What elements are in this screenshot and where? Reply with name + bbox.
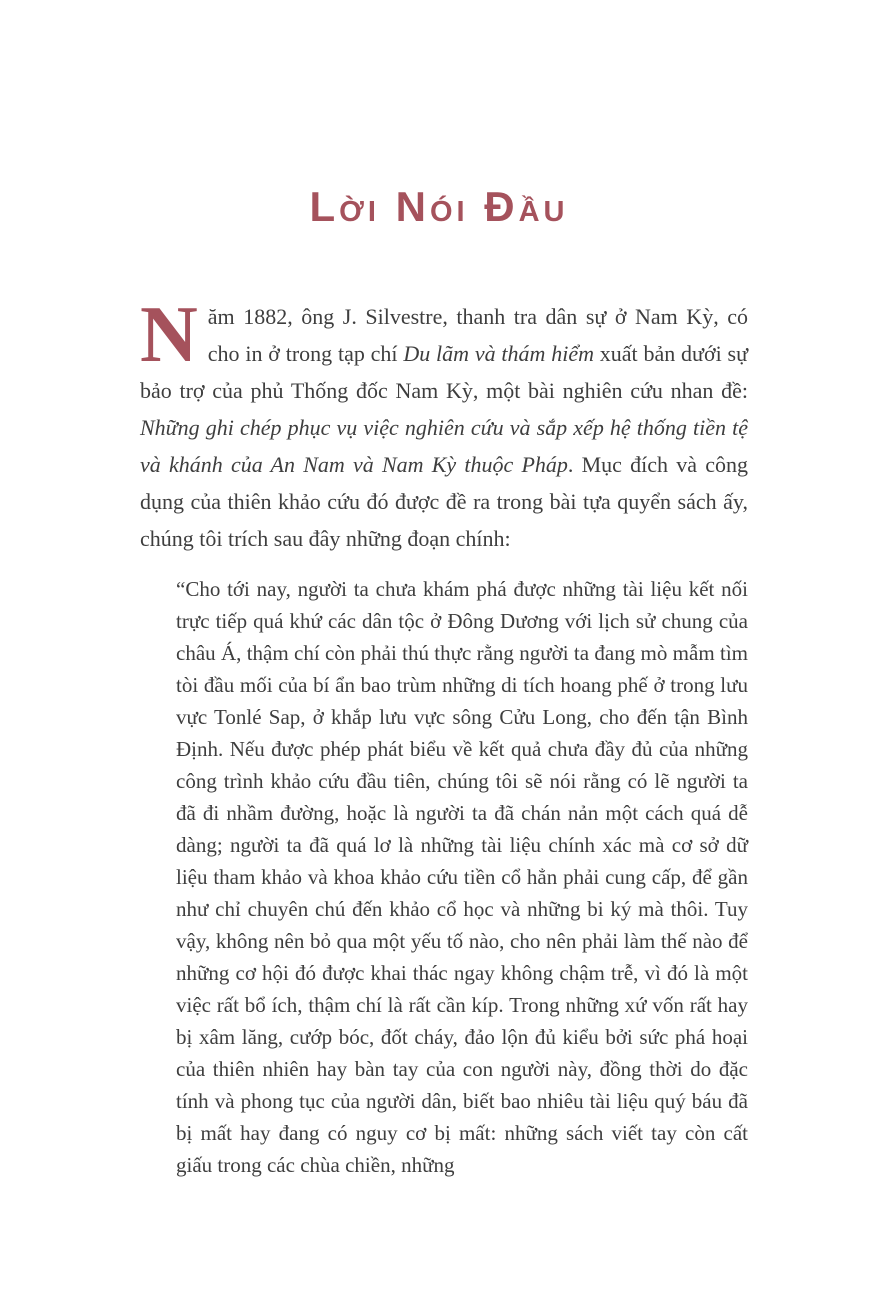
intro-text-part1: ăm 1882, ông J. Silvestre, thanh tra dân sự ở Nam Kỳ, có cho in ở trong tạp chí	[207, 304, 748, 366]
chapter-title: Lời Nói Đầu	[309, 183, 569, 230]
intro-paragraph	[140, 291, 749, 557]
article-title-italic: Những ghi chép phục vụ việc nghiên cứu và sắp xếp hệ thống tiền tệ và khánh của An Nam và Nam Kỳ thuộc Pháp	[140, 415, 748, 477]
text-column	[140, 291, 749, 1181]
drop-cap-initial: N	[140, 291, 198, 379]
journal-title-italic: Du lãm và thám hiểm	[403, 341, 594, 366]
quoted-excerpt: “Cho tới nay, người ta chưa khám phá được những tài liệu kết nối trực tiếp quá khứ các dân tộc ở Đông Dương với lịch sử chung của châu Á, thậm chí còn phải thú thực rằng người ta đang mò mẫm tìm tòi đầu mối của bí ẩn bao trùm những di tích hoang phế ở trong lưu vực Tonlé Sap, ở khắp lưu vực sông Cửu Long, cho đến tận Bình Định. Nếu được phép phát biểu về kết quả chưa đầy đủ của những công trình khảo cứu đầu tiên, chúng tôi sẽ nói rằng có lẽ người ta đã đi nhầm đường, hoặc là người ta đã chán nản một cách quá dễ dàng; người ta đã quá lơ là những tài liệu chính xác mà cơ sở dữ liệu tham khảo và khoa khảo cứu tiền cổ hẳn phải cung cấp, để gần như chỉ chuyên chú đến khảo cổ học và những bi ký mà thôi. Tuy vậy, không nên bỏ qua một yếu tố nào, cho nên phải làm thế nào để những cơ hội đó được khai thác ngay không chậm trễ, vì đó là một việc rất bổ ích, thậm chí là rất cần kíp. Trong những xứ vốn rất hay bị xâm lăng, cướp bóc, đốt cháy, đảo lộn đủ kiểu bởi sức phá hoại của thiên nhiên hay bàn tay của con người này, đồng thời do đặc tính và phong tục của người dân, biết bao nhiêu tài liệu quý báu đã bị mất hay đang có nguy cơ bị mất: những sách viết tay còn cất giấu trong các chùa chiền, những	[176, 577, 748, 1177]
intro-text-part2: xuất bản dưới sự bảo trợ của phủ Thống đốc Nam Kỳ, một bài nghiên cứu nhan đề:	[140, 341, 749, 403]
intro-text-part3: . Mục đích và công dụng của thiên khảo cứu đó được đề ra trong bài tựa quyển sách ấy, chúng tôi trích sau đây những đoạn chính:	[140, 452, 748, 551]
